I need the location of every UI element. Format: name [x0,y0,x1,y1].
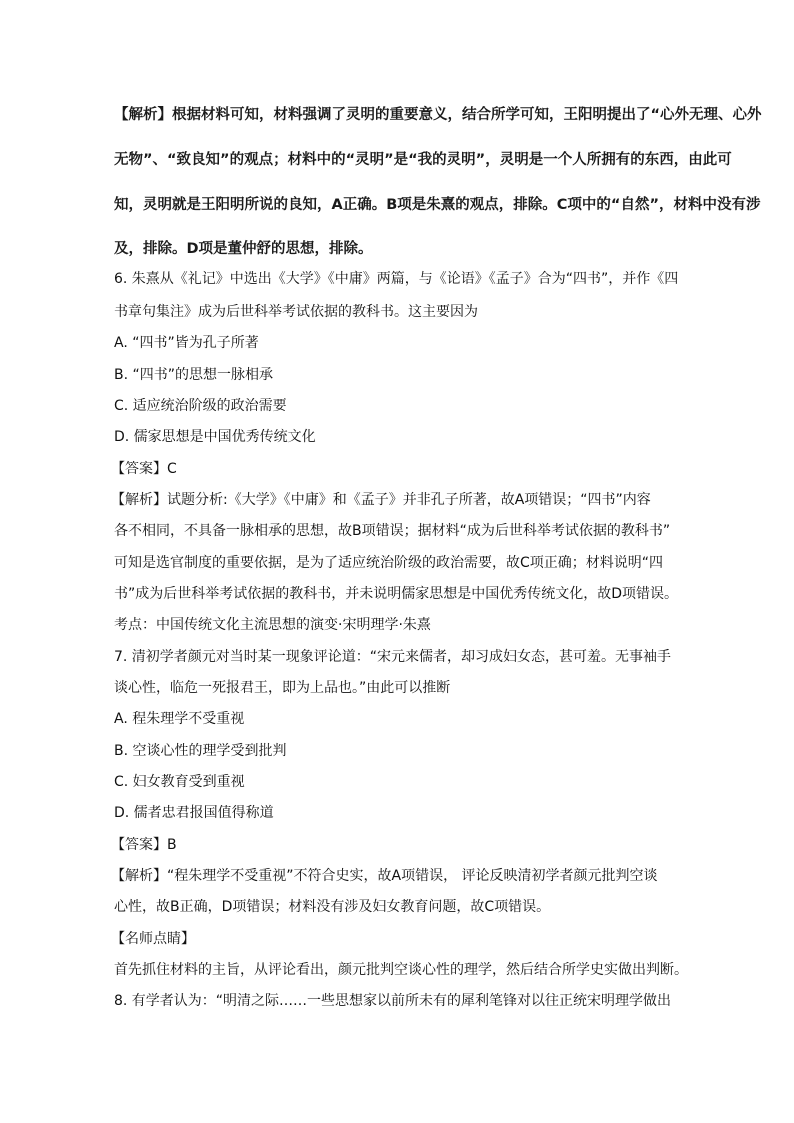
q6-option-b: B. “四书”的思想一脉相承 [114,367,274,383]
q7-stem-line: 7. 清初学者颜元对当时某一现象评论道：“宋元来儒者，却习成妇女态，甚可羞。无事袖手 [114,649,672,665]
q7-analysis-line: 心性，故B正确，D项错误；材料没有涉及妇女教育问题，故C项错误。 [114,899,551,915]
analysis-line: 【解析】根据材料可知，材料强调了灵明的重要意义，结合所学可知，王阳明提出了“心外无理、心外 [114,107,762,123]
q6-option-c: C. 适应统治阶级的政治需要 [114,398,287,414]
analysis-line: 无物”、“致良知”的观点；材料中的“灵明”是“我的灵明”，灵明是一个人所拥有的东西，由此可 [114,152,732,168]
q6-analysis-line: 各不相同，不具备一脉相承的思想，故B项错误；据材料“成为后世科举考试依据的教科书” [114,523,671,539]
q7-stem-line: 谈心性，临危一死报君王，即为上品也。”由此可以推断 [114,680,451,696]
q7-tip: 首先抓住材料的主旨，从评论看出，颜元批判空谈心性的理学，然后结合所学史实做出判断。 [114,962,688,978]
q7-option-b: B. 空谈心性的理学受到批判 [114,743,287,759]
q6-stem-line: 书章句集注》成为后世科举考试依据的教科书。这主要因为 [114,304,478,320]
q6-analysis-line: 可知是选官制度的重要依据，是为了适应统治阶级的政治需要，故C项正确；材料说明“四 [114,555,664,571]
analysis-line: 及，排除。D项是董仲舒的思想，排除。 [114,241,373,257]
q6-analysis-line: 【解析】试题分析:《大学》《中庸》和《孟子》并非孔子所著，故A项错误；“四书”内容 [111,492,651,508]
q6-kaodian: 考点：中国传统文化主流思想的演变·宋明理学·朱熹 [114,617,431,633]
q6-analysis-line: 书”成为后世科举考试依据的教科书，并未说明儒家思想是中国优秀传统文化，故D项错误。 [114,586,679,602]
q7-option-a: A. 程朱理学不受重视 [114,711,245,727]
q6-option-d: D. 儒家思想是中国优秀传统文化 [114,429,316,445]
q7-analysis-line: 【解析】“程朱理学不受重视”不符合史实，故A项错误， 评论反映清初学者颜元批判空谈 [111,868,658,884]
q8-stem-line: 8. 有学者认为：“明清之际……一些思想家以前所未有的犀利笔锋对以往正统宋明理学做出 [114,993,672,1009]
q7-option-d: D. 儒者忠君报国值得称道 [114,805,274,821]
q7-answer: 【答案】B [111,837,177,853]
q7-tip-title: 【名师点睛】 [111,931,195,947]
q6-stem-line: 6. 朱熹从《礼记》中选出《大学》《中庸》两篇，与《论语》《孟子》合为“四书”，并作《四 [114,271,679,287]
analysis-line: 知，灵明就是王阳明所说的良知，A正确。B项是朱熹的观点，排除。C项中的“自然”，材料中没有涉 [114,197,761,213]
q6-answer: 【答案】C [111,461,177,477]
q7-option-c: C. 妇女教育受到重视 [114,774,245,790]
q6-option-a: A. “四书”皆为孔子所著 [114,335,259,351]
